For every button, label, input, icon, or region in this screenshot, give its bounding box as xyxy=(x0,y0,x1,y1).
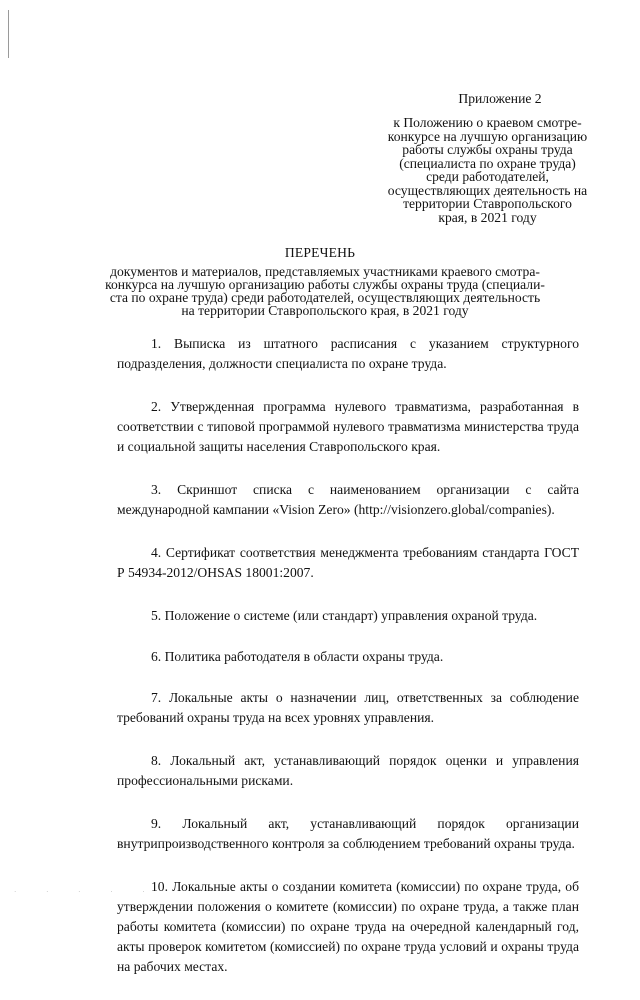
list-item: 4. Сертификат соответствия менеджмента требованиям стандарта ГОСТ Р 54934-2012/OHSAS 18001:2007. xyxy=(117,545,579,580)
list-item: 6. Политика работодателя в области охраны труда. xyxy=(151,649,444,664)
list-item: 7. Локальные акты о назначении лиц, ответственных за соблюдение требований охраны труда на всех уровнях управления. xyxy=(117,690,579,725)
appendix-line: края, в 2021 году xyxy=(438,209,537,225)
list-item: 8. Локальный акт, устанавливающий порядок оценки и управления профессиональными рисками. xyxy=(117,753,579,788)
margin-rule xyxy=(8,10,9,58)
appendix-reference xyxy=(365,116,610,224)
subtitle-line: на территории Ставропольского края, в 2021 году xyxy=(181,303,469,318)
appendix-line: (специалиста по охране труда) xyxy=(399,155,576,171)
subtitle-line: конкурса на лучшую организацию работы службы охраны труда (специали- xyxy=(105,277,545,292)
appendix-line: к Положению о краевом смотре- xyxy=(393,115,582,130)
appendix-title: Приложение 2 xyxy=(458,91,542,106)
scan-artifact: · · · · · xyxy=(14,888,159,896)
subtitle-line: ста по охране труда) среди работодателей, осуществляющих деятельность xyxy=(109,290,541,305)
list-item: 9. Локальный акт, устанавливающий порядок организации внутрипроизводственного контроля за соблюдением требований охраны труда. xyxy=(117,816,579,851)
document-subtitle xyxy=(90,265,560,317)
list-item: 2. Утвержденная программа нулевого травматизма, разработанная в соответствии с типовой программой нулевого травматизма министерства труда и социальной защиты населения Ставропольского края. xyxy=(117,399,579,454)
appendix-line: работы службы охраны труда xyxy=(402,142,573,157)
document-list xyxy=(117,334,579,1000)
list-item: 10. Локальные акты о создании комитета (комиссии) по охране труда, об утверждении положения о комитете (комиссии) по охране труда, а также план работы комитета (комиссии) по охране труда на очередной календарный год, акты проверок комитетом (комиссией) по охране труда условий и охраны труда на рабочих местах. xyxy=(117,879,579,974)
appendix-line: конкурсе на лучшую организацию xyxy=(387,128,588,144)
appendix-line: осуществляющих деятельность на xyxy=(387,182,588,198)
list-item: 3. Скриншот списка с наименованием организации с сайта международной кампании «Vision Zero» (http://visionzero.global/companies). xyxy=(117,482,579,517)
appendix-line: среди работодателей, xyxy=(426,169,549,184)
list-item: 1. Выписка из штатного расписания с указанием структурного подразделения, должности специалиста по охране труда. xyxy=(117,336,579,371)
document-heading: ПЕРЕЧЕНЬ xyxy=(284,245,356,260)
appendix-line: территории Ставропольского xyxy=(403,196,572,211)
subtitle-line: документов и материалов, представляемых участниками краевого смотра- xyxy=(110,264,540,279)
list-item: 5. Положение о системе (или стандарт) управления охраной труда. xyxy=(151,608,538,623)
